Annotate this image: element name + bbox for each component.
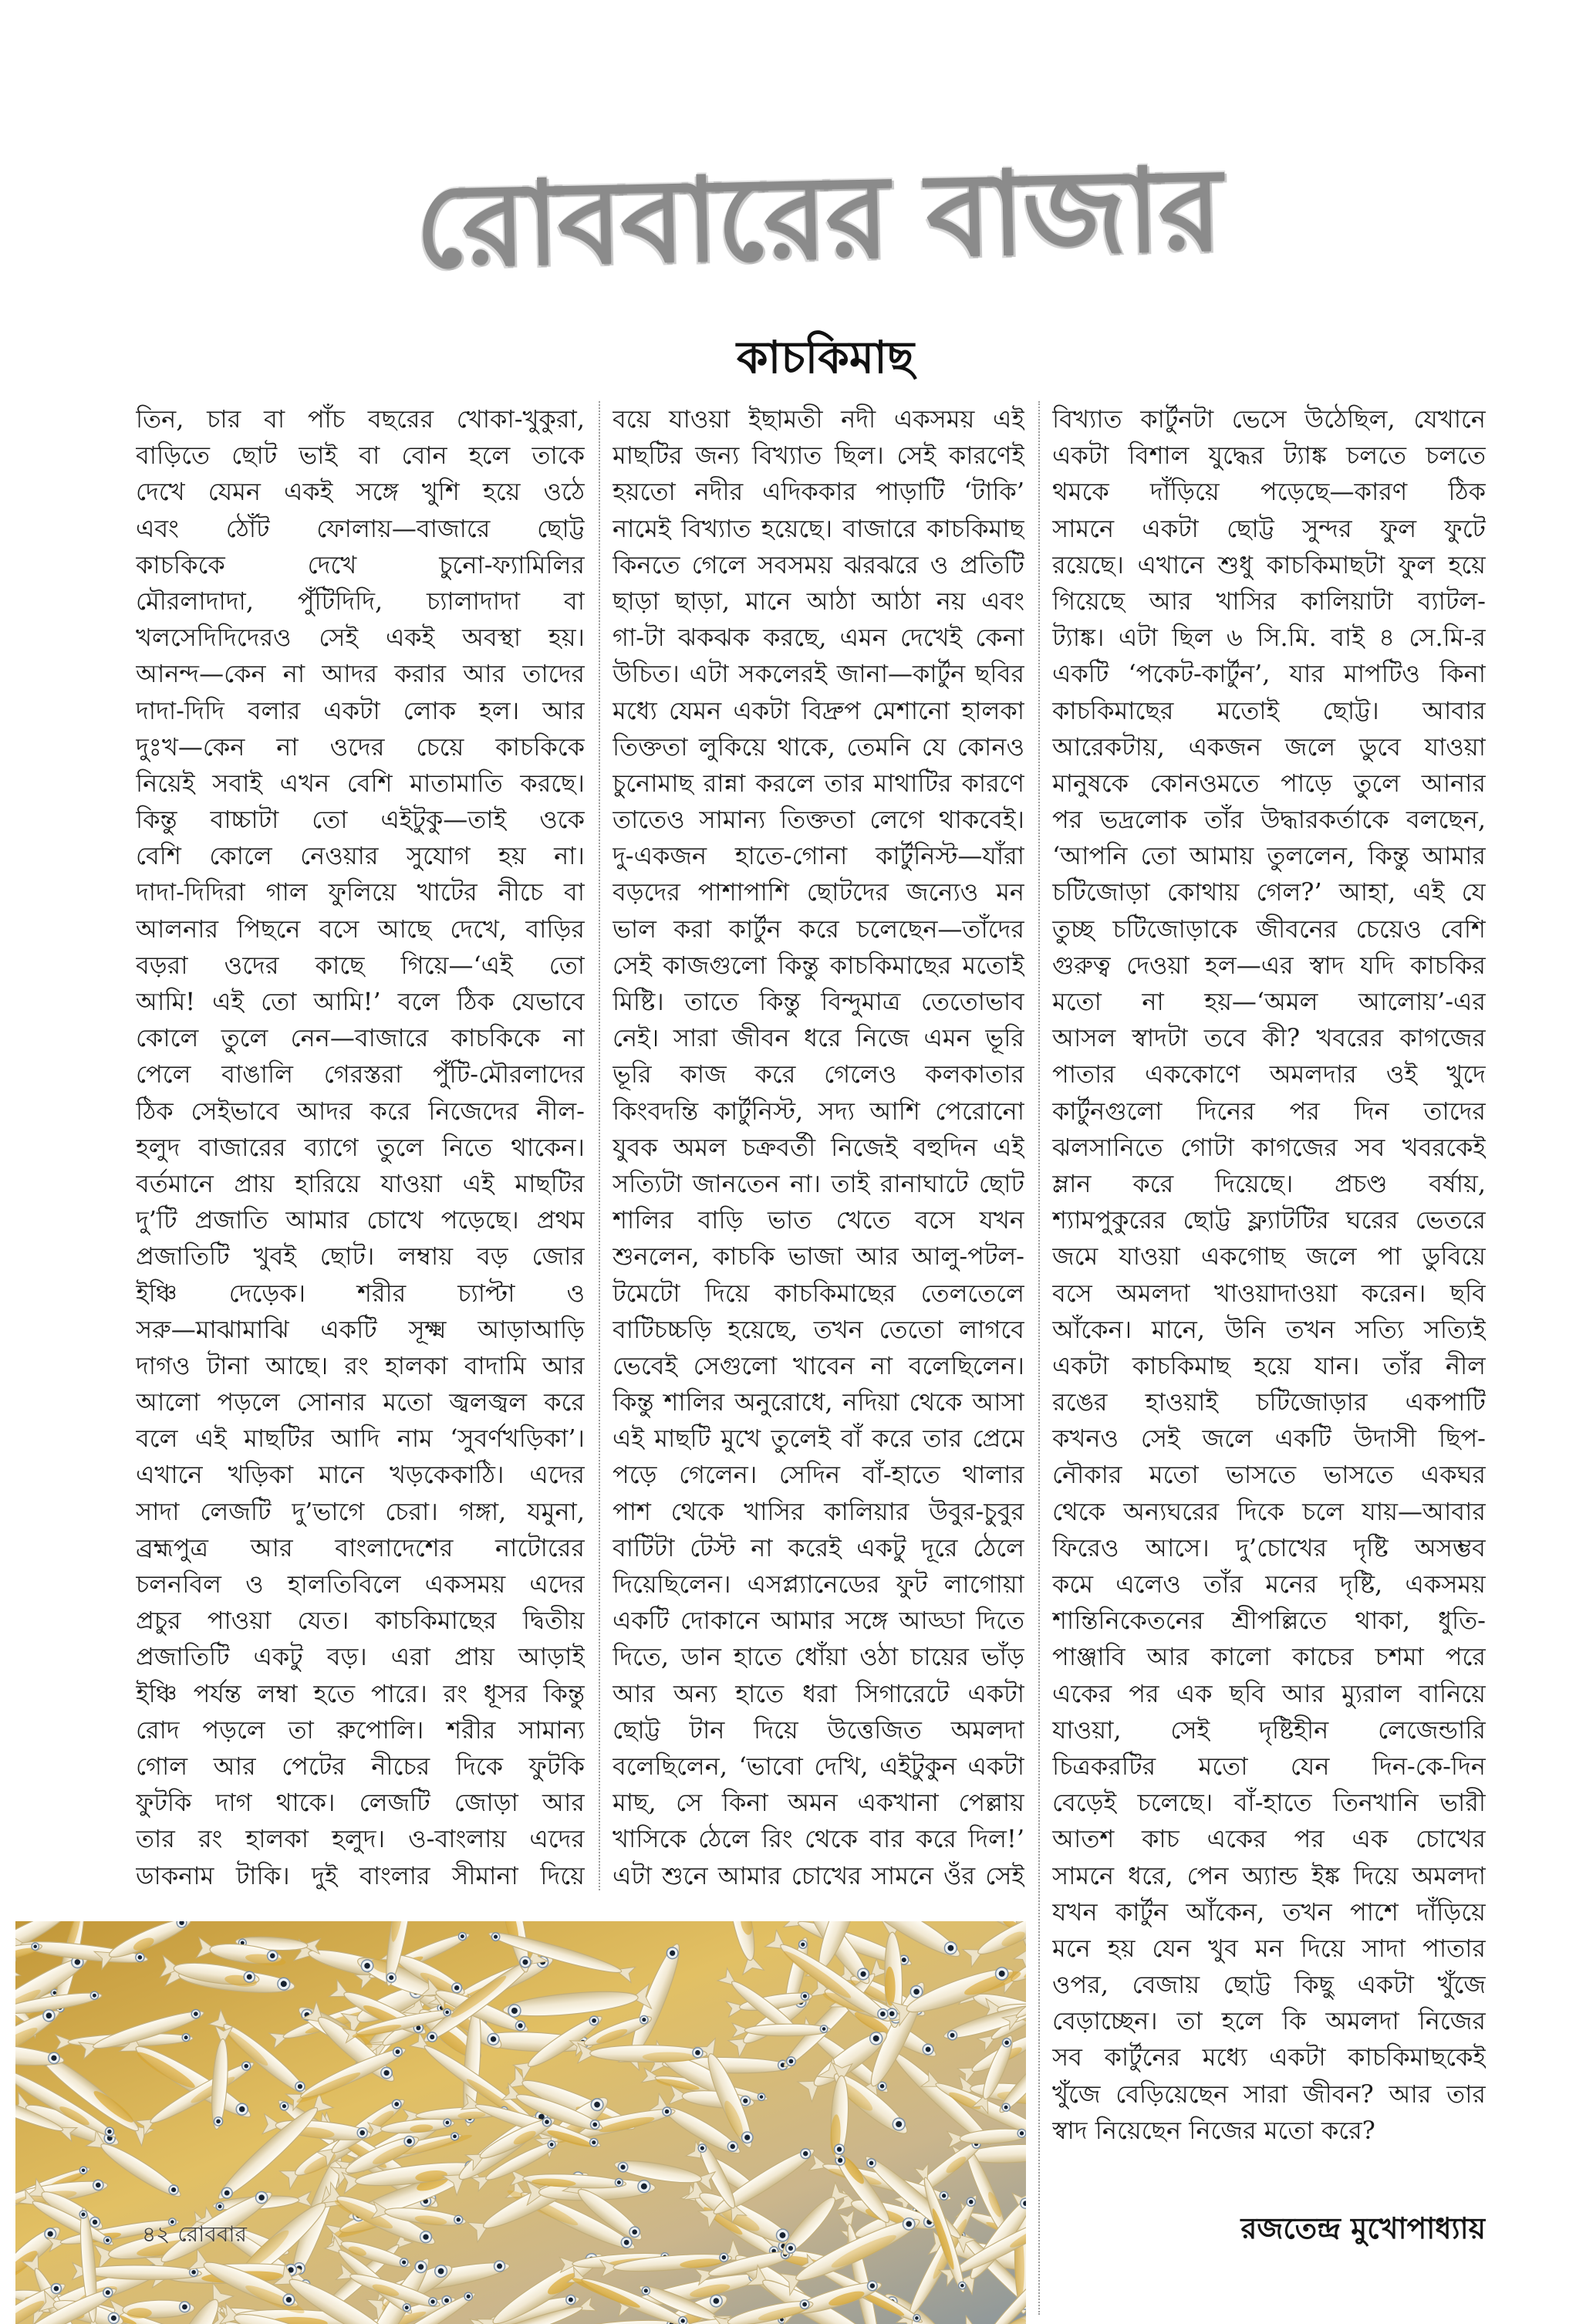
text-line: ‘আপনি তো আমায় তুললেন, কিন্তু আমার — [1052, 841, 1486, 871]
text-line: বলে এই মাছটির আদি নাম ‘সুবর্ণখড়িকা’। — [136, 1424, 585, 1454]
text-line: উচিত। এটা সকলেরই জানা—কার্টুন ছবির — [613, 659, 1024, 689]
text-line: খাসিকে ঠেলে রিং থেকে বার করে দিল!’ — [613, 1824, 1024, 1854]
magazine-name: রোববার — [177, 2221, 247, 2247]
kachki-fish-photo — [15, 1921, 1026, 2324]
text-line: খলসেদিদিদেরও সেই একই অবস্থা হয়। — [136, 623, 585, 653]
text-line: বাটিটা টেস্ট না করেই একটু দূরে ঠেলে — [613, 1532, 1024, 1562]
text-line: রঙের হাওয়াই চটিজোড়ার একপাটি — [1052, 1387, 1486, 1417]
text-line: এবং ঠোঁট ফোলায়—বাজারে ছোট্ট — [136, 513, 585, 543]
text-line: মাছটির জন্য বিখ্যাত ছিল। সেই কারণেই — [613, 441, 1024, 471]
text-column-1 — [136, 401, 585, 1894]
text-line: বেড়েই চলেছে। বাঁ-হাতে তিনখানি ভারী — [1052, 1788, 1486, 1818]
text-line: রোদ পড়লে তা রুপোলি। শরীর সামান্য — [136, 1714, 585, 1745]
text-line: কোলে তুলে নেন—বাজারে কাচকিকে না — [136, 1023, 585, 1053]
text-line: পর ভদ্রলোক তাঁর উদ্ধারকর্তাকে বলছেন, — [1052, 805, 1486, 835]
text-line: আঁকেন। মানে, উনি তখন সত্যি সত্যিই — [1052, 1314, 1486, 1344]
text-line: ব্রহ্মপুত্র আর বাংলাদেশের নাটোরের — [136, 1532, 585, 1562]
text-line: কমে এলেও তাঁর মনের দৃষ্টি, একসময় — [1052, 1569, 1486, 1599]
text-line: দাদা-দিদি বলার একটা লোক হল। আর — [136, 695, 585, 725]
text-line: যুবক অমল চক্রবর্তী নিজেই বহুদিন এই — [613, 1132, 1024, 1162]
text-line: থমকে দাঁড়িয়ে পড়েছে—কারণ ঠিক — [1052, 477, 1486, 507]
text-line: দিতে, ডান হাতে ধোঁয়া ওঠা চায়ের ভাঁড় — [613, 1642, 1024, 1672]
text-line: ইঞ্চি দেড়েক। শরীর চ্যাপ্টা ও — [136, 1278, 585, 1308]
text-line: দুঃখ—কেন না ওদের চেয়ে কাচকিকে — [136, 731, 585, 762]
text-line: ভাল করা কার্টুন করে চলেছেন—তাঁদের — [613, 914, 1024, 944]
text-line: প্রচুর পাওয়া যেত। কাচকিমাছের দ্বিতীয় — [136, 1606, 585, 1636]
text-line: শান্তিনিকেতনের শ্রীপল্লিতে থাকা, ধুতি- — [1052, 1606, 1486, 1636]
column-divider — [599, 401, 600, 1890]
text-line: আলো পড়লে সোনার মতো জ্বলজ্বল করে — [136, 1387, 585, 1417]
text-line: বর্তমানে প্রায় হারিয়ে যাওয়া এই মাছটির — [136, 1168, 585, 1198]
text-line: গা-টা ঝকঝক করছে, এমন দেখেই কেনা — [613, 623, 1024, 653]
text-line: ছোট্ট টান দিয়ে উত্তেজিত অমলদা — [613, 1714, 1024, 1745]
text-line: কখনও সেই জলে একটি উদাসী ছিপ- — [1052, 1424, 1486, 1454]
text-line: পড়ে গেলেন। সেদিন বাঁ-হাতে থালার — [613, 1460, 1024, 1490]
text-line: ট্যাঙ্ক। এটা ছিল ৬ সি.মি. বাই ৪ সে.মি-র — [1052, 623, 1486, 653]
text-line: দু’টি প্রজাতি আমার চোখে পড়েছে। প্রথম — [136, 1205, 585, 1235]
text-line: একের পর এক ছবি আর ম্যুরাল বানিয়ে — [1052, 1678, 1486, 1708]
text-line: ঠিক সেইভাবে আদর করে নিজেদের নীল- — [136, 1096, 585, 1126]
text-line: যাওয়া, সেই দৃষ্টিহীন লেজেন্ডারি — [1052, 1714, 1486, 1745]
text-line: বিখ্যাত কার্টুনটা ভেসে উঠেছিল, যেখানে — [1052, 404, 1486, 434]
text-line: এখানে খড়িকা মানে খড়কেকাঠি। এদের — [136, 1460, 585, 1490]
text-line: বেশি কোলে নেওয়ার সুযোগ হয় না। — [136, 841, 585, 871]
text-line: প্রজাতিটি একটু বড়। এরা প্রায় আড়াই — [136, 1642, 585, 1672]
text-line: মৌরলাদাদা, পুঁটিদিদি, চ্যালাদাদা বা — [136, 586, 585, 616]
text-line: আতশ কাচ একের পর এক চোখের — [1052, 1824, 1486, 1854]
page-number: ৪২ — [142, 2221, 170, 2247]
text-line: শুনলেন, কাচকি ভাজা আর আলু-পটল- — [613, 1241, 1024, 1272]
text-line: সামনে একটা ছোট্ট সুন্দর ফুল ফুটে — [1052, 513, 1486, 543]
text-line: দাদা-দিদিরা গাল ফুলিয়ে খাটের নীচে বা — [136, 877, 585, 907]
text-line: ডাকনাম টাকি। দুই বাংলার সীমানা দিয়ে — [136, 1860, 585, 1890]
text-line: বেড়াচ্ছেন। তা হলে কি অমলদা নিজের — [1052, 2006, 1486, 2036]
text-line: একটা কাচকিমাছ হয়ে যান। তাঁর নীল — [1052, 1350, 1486, 1380]
text-line: বাটিচচ্চড়ি হয়েছে, তখন তেতো লাগবে — [613, 1314, 1024, 1344]
text-line: কিংবদন্তি কার্টুনিস্ট, সদ্য আশি পেরোনো — [613, 1096, 1024, 1126]
text-line: চলনবিল ও হালতিবিলে একসময় এদের — [136, 1569, 585, 1599]
text-line: চিত্রকরটির মতো যেন দিন-কে-দিন — [1052, 1751, 1486, 1781]
text-line: বয়ে যাওয়া ইছামতী নদী একসময় এই — [613, 404, 1024, 434]
fish-pupil — [695, 2050, 700, 2055]
text-line: গিয়েছে আর খাসির কালিয়াটা ব্যাটল- — [1052, 586, 1486, 616]
text-line: মিষ্টি। তাতে কিন্তু বিন্দুমাত্র তেতোভাব — [613, 987, 1024, 1016]
text-column-2 — [613, 401, 1024, 1894]
text-line: সেই কাজগুলো কিন্তু কাচকিমাছের মতোই — [613, 950, 1024, 980]
text-line: শ্যামপুকুরের ছোট্ট ফ্ল্যাটটির ঘরের ভেতরে — [1052, 1205, 1486, 1235]
text-line: নামেই বিখ্যাত হয়েছে। বাজারে কাচকিমাছ — [613, 513, 1024, 543]
text-line: পাঞ্জাবি আর কালো কাচের চশমা পরে — [1052, 1642, 1486, 1672]
text-line: এটা শুনে আমার চোখের সামনে ওঁর সেই — [613, 1860, 1024, 1890]
fish-body — [744, 2024, 830, 2036]
text-line: আরেকটায়, একজন জলে ডুবে যাওয়া — [1052, 731, 1486, 762]
text-line: নেই। সারা জীবন ধরে নিজে এমন ভূরি — [613, 1023, 1024, 1053]
text-line: ওপর, বেজায় ছোট্ট কিছু একটা খুঁজে — [1052, 1970, 1486, 2000]
text-line: সরু—মাঝামাঝি একটি সূক্ষ্ম আড়াআড়ি — [136, 1314, 585, 1344]
text-line: আলনার পিছনে বসে আছে দেখে, বাড়ির — [136, 914, 585, 944]
text-line: সত্যিটা জানতেন না। তাই রানাঘাটে ছোট — [613, 1168, 1024, 1198]
text-line: দেখে যেমন একই সঙ্গে খুশি হয়ে ওঠে — [136, 477, 585, 507]
text-line: পেলে বাঙালি গেরস্তরা পুঁটি-মৌরলাদের — [136, 1059, 585, 1089]
text-line: তার রং হালকা হলুদ। ও-বাংলায় এদের — [136, 1824, 585, 1854]
text-line: ভূরি কাজ করে গেলেও কলকাতার — [613, 1059, 1024, 1089]
text-line: ম্লান করে দিয়েছে। প্রচণ্ড বর্ষায়, — [1052, 1168, 1486, 1198]
text-line: মানুষকে কোনওমতে পাড়ে তুলে আনার — [1052, 768, 1486, 798]
text-line: তাতেও সামান্য তিক্ততা লেগে থাকবেই। — [613, 805, 1024, 835]
text-line: শালির বাড়ি ভাত খেতে বসে যখন — [613, 1205, 1024, 1235]
text-line: চুনোমাছ রান্না করলে তার মাথাটির কারণে — [613, 768, 1024, 798]
text-line: ফিরেও আসে। দু’চোখের দৃষ্টি অসম্ভব — [1052, 1532, 1486, 1562]
text-line: থেকে অন্যঘরের দিকে চলে যায়—আবার — [1052, 1496, 1486, 1526]
text-line: নৌকার মতো ভাসতে ভাসতে একঘর — [1052, 1460, 1486, 1490]
text-line: কার্টুনগুলো দিনের পর দিন তাদের — [1052, 1096, 1486, 1126]
text-line: কিন্তু শালির অনুরোধে, নদিয়া থেকে আসা — [613, 1387, 1024, 1417]
text-line: আনন্দ—কেন না আদর করার আর তাদের — [136, 659, 585, 689]
text-line: সামনে ধরে, পেন অ্যান্ড ইঙ্ক দিয়ে অমলদা — [1052, 1860, 1486, 1890]
text-line: কাচকিকে দেখে চুনো-ফ্যামিলির — [136, 549, 585, 579]
text-line: পাতার এককোণে অমলদার ওই খুদে — [1052, 1059, 1486, 1089]
text-line: সব কার্টুনের মধ্যে একটা কাচকিমাছকেই — [1052, 2042, 1486, 2072]
text-line: বড়রা ওদের কাছে গিয়ে—‘এই তো — [136, 950, 585, 980]
fish-pupil — [822, 2027, 826, 2031]
text-line: ঝলসানিতে গোটা কাগজের সব খবরকেই — [1052, 1132, 1486, 1162]
section-masthead: রোববারের বাজার — [413, 141, 1222, 294]
text-line: পাশ থেকে খাসির কালিয়ার উবুর-চুবুর — [613, 1496, 1024, 1526]
text-line: কিন্তু বাচ্চাটা তো এইটুকু—তাই ওকে — [136, 805, 585, 835]
text-line: একটা বিশাল যুদ্ধের ট্যাঙ্ক চলতে চলতে — [1052, 441, 1486, 471]
text-line: একটি ‘পকেট-কার্টুন’, যার মাপটিও কিনা — [1052, 659, 1486, 689]
text-line: বড়দের পাশাপাশি ছোটদের জন্যেও মন — [613, 877, 1024, 907]
author-byline: রজতেন্দ্র মুখোপাধ্যায় — [1240, 2211, 1486, 2245]
text-line: কিনতে গেলে সবসময় ঝরঝরে ও প্রতিটি — [613, 549, 1024, 579]
text-line: ভেবেই সেগুলো খাবেন না বলেছিলেন। — [613, 1350, 1024, 1380]
fish-photo-canvas — [15, 1921, 1026, 2324]
text-column-3 — [1052, 401, 1486, 2149]
text-line: নিয়েই সবাই এখন বেশি মাতামাতি করছে। — [136, 768, 585, 798]
text-line: হলুদ বাজারের ব্যাগে তুলে নিতে থাকেন। — [136, 1132, 585, 1162]
text-line: খুঁজে বেড়িয়েছেন সারা জীবন? আর তার — [1052, 2079, 1486, 2109]
text-line: তুচ্ছ চটিজোড়াকে জীবনের চেয়েও বেশি — [1052, 914, 1486, 944]
text-line: তিক্ততা লুকিয়ে থাকে, তেমনি যে কোনও — [613, 731, 1024, 762]
text-line: গুরুত্ব দেওয়া হল—এর স্বাদ যদি কাচকির — [1052, 950, 1486, 980]
column-divider — [1038, 401, 1040, 2315]
text-line: কাচকিমাছের মতোই ছোট্ট। আবার — [1052, 695, 1486, 725]
text-line: বাড়িতে ছোট ভাই বা বোন হলে তাকে — [136, 441, 585, 471]
text-line: মনে হয় যেন খুব মন দিয়ে সাদা পাতার — [1052, 1933, 1486, 1963]
text-line: মাছ, সে কিনা অমন একখানা পেল্লায় — [613, 1788, 1024, 1818]
text-line: জমে যাওয়া একগোছ জলে পা ডুবিয়ে — [1052, 1241, 1486, 1272]
text-line: আমি! এই তো আমি!’ বলে ঠিক যেভাবে — [136, 987, 585, 1016]
text-line: স্বাদ নিয়েছেন নিজের মতো করে? — [1052, 2115, 1375, 2145]
text-line: ইঞ্চি পর্যন্ত লম্বা হতে পারে। রং ধূসর কিন্তু — [136, 1678, 585, 1708]
text-line: এই মাছটি মুখে তুলেই বাঁ করে তার প্রেমে — [613, 1424, 1024, 1454]
text-line: বলেছিলেন, ‘ভাবো দেখি, এইটুকুন একটা — [613, 1751, 1024, 1781]
text-line: দু-একজন হাতে-গোনা কার্টুনিস্ট—যাঁরা — [613, 841, 1024, 871]
text-line: তিন, চার বা পাঁচ বছরের খোকা-খুকুরা, — [136, 404, 585, 434]
text-line: রয়েছে। এখানে শুধু কাচকিমাছটা ফুল হয়ে — [1052, 549, 1486, 579]
text-line: যখন কার্টুন আঁকেন, তখন পাশে দাঁড়িয়ে — [1052, 1897, 1486, 1927]
text-line: দাগও টানা আছে। রং হালকা বাদামি আর — [136, 1350, 585, 1380]
text-line: ফুটকি দাগ থাকে। লেজটি জোড়া আর — [136, 1788, 585, 1818]
text-line: চটিজোড়া কোথায় গেল?’ আহা, এই যে — [1052, 877, 1486, 907]
text-line: প্রজাতিটি খুবই ছোট। লম্বায় বড় জোর — [136, 1241, 585, 1272]
text-line: দিয়েছিলেন। এসপ্ল্যানেডের ফুট লাগোয়া — [613, 1569, 1024, 1599]
page-folio — [142, 2216, 255, 2253]
text-line: একটি দোকানে আমার সঙ্গে আড্ডা দিতে — [613, 1606, 1024, 1636]
text-line: ছাড়া ছাড়া, মানে আঠা আঠা নয় এবং — [613, 586, 1024, 616]
text-line: গোল আর পেটের নীচের দিকে ফুটকি — [136, 1751, 585, 1781]
article-title: কাচকিমাছ — [736, 331, 915, 383]
text-line: মধ্যে যেমন একটা বিদ্রুপ মেশানো হালকা — [613, 695, 1024, 725]
text-line: বসে অমলদা খাওয়াদাওয়া করেন। ছবি — [1052, 1278, 1486, 1308]
text-line: হয়তো নদীর এদিককার পাড়াটি ‘টাকি’ — [613, 477, 1024, 507]
text-line: মতো না হয়—‘অমল আলোয়’-এর — [1052, 987, 1486, 1016]
text-line: আসল স্বাদটা তবে কী? খবরের কাগজের — [1052, 1023, 1486, 1053]
text-line: টমেটো দিয়ে কাচকিমাছের তেলতেলে — [613, 1278, 1024, 1308]
text-line: সাদা লেজটি দু’ভাগে চেরা। গঙ্গা, যমুনা, — [136, 1496, 585, 1526]
text-line: আর অন্য হাতে ধরা সিগারেটে একটা — [613, 1678, 1024, 1708]
